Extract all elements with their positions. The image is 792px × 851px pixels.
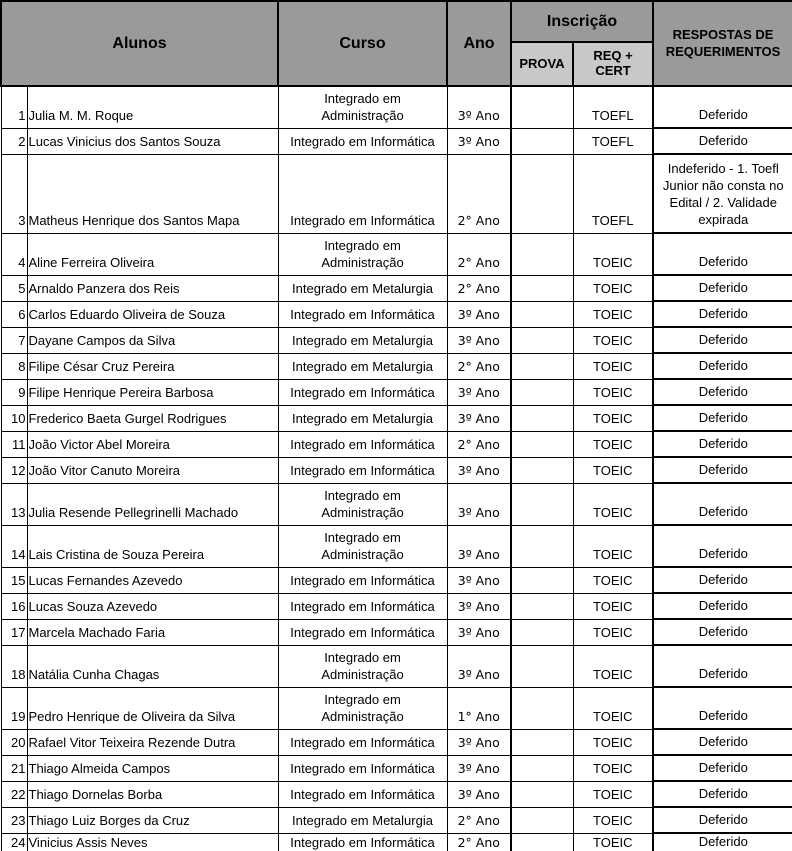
- student-name-cell: Marcela Machado Faria: [27, 619, 278, 645]
- table-row: [1, 233, 792, 275]
- table-row: [1, 645, 792, 687]
- table-row: [1, 525, 792, 567]
- year-cell: 3º Ano: [447, 619, 511, 645]
- req-cert-cell: TOEFL: [573, 154, 653, 233]
- row-number-cell: 10: [1, 405, 27, 431]
- req-cert-cell: TOEIC: [573, 729, 653, 755]
- course-cell: Integrado em Metalurgia: [278, 327, 447, 353]
- table-row: [1, 128, 792, 154]
- row-number-cell: 7: [1, 327, 27, 353]
- table-body: [1, 86, 792, 851]
- course-cell: Integrado em Informática: [278, 301, 447, 327]
- student-name-cell: Thiago Dornelas Borba: [27, 781, 278, 807]
- row-number-cell: 22: [1, 781, 27, 807]
- table-row: [1, 275, 792, 301]
- row-number-cell: 9: [1, 379, 27, 405]
- year-cell: 2° Ano: [447, 233, 511, 275]
- prova-cell: [511, 457, 573, 483]
- req-cert-cell: TOEIC: [573, 353, 653, 379]
- prova-cell: [511, 128, 573, 154]
- req-cert-cell: TOEIC: [573, 301, 653, 327]
- course-cell: Integrado em Metalurgia: [278, 275, 447, 301]
- course-cell: Integrado em Informática: [278, 154, 447, 233]
- table-row: [1, 301, 792, 327]
- student-name-cell: João Vitor Canuto Moreira: [27, 457, 278, 483]
- response-cell: Deferido: [653, 833, 792, 851]
- student-name-cell: Carlos Eduardo Oliveira de Souza: [27, 301, 278, 327]
- prova-cell: [511, 567, 573, 593]
- req-cert-cell: TOEFL: [573, 128, 653, 154]
- course-cell: Integrado em Informática: [278, 833, 447, 851]
- req-cert-cell: TOEIC: [573, 781, 653, 807]
- req-cert-cell: TOEIC: [573, 833, 653, 851]
- year-cell: 3º Ano: [447, 781, 511, 807]
- course-cell: Integrado em Administração: [278, 525, 447, 567]
- prova-cell: [511, 301, 573, 327]
- response-cell: Deferido: [653, 327, 792, 353]
- prova-cell: [511, 729, 573, 755]
- course-cell: Integrado em Informática: [278, 755, 447, 781]
- year-cell: 3º Ano: [447, 128, 511, 154]
- year-cell: 3º Ano: [447, 301, 511, 327]
- response-cell: Deferido: [653, 128, 792, 154]
- table-row: [1, 781, 792, 807]
- table-row: [1, 729, 792, 755]
- table-row: [1, 483, 792, 525]
- response-cell: Deferido: [653, 781, 792, 807]
- student-name-cell: Lucas Vinicius dos Santos Souza: [27, 128, 278, 154]
- row-number-cell: 16: [1, 593, 27, 619]
- header-alunos: Alunos: [1, 1, 278, 86]
- student-name-cell: Natália Cunha Chagas: [27, 645, 278, 687]
- req-cert-cell: TOEIC: [573, 619, 653, 645]
- prova-cell: [511, 755, 573, 781]
- row-number-cell: 20: [1, 729, 27, 755]
- prova-cell: [511, 353, 573, 379]
- prova-cell: [511, 379, 573, 405]
- table-row: [1, 405, 792, 431]
- course-cell: Integrado em Metalurgia: [278, 807, 447, 833]
- prova-cell: [511, 833, 573, 851]
- student-name-cell: Julia Resende Pellegrinelli Machado: [27, 483, 278, 525]
- year-cell: 2° Ano: [447, 275, 511, 301]
- student-name-cell: Rafael Vitor Teixeira Rezende Dutra: [27, 729, 278, 755]
- row-number-cell: 6: [1, 301, 27, 327]
- header-prova: PROVA: [511, 42, 573, 86]
- req-cert-cell: TOEIC: [573, 275, 653, 301]
- prova-cell: [511, 233, 573, 275]
- year-cell: 3º Ano: [447, 379, 511, 405]
- course-cell: Integrado em Metalurgia: [278, 405, 447, 431]
- table-row: [1, 755, 792, 781]
- row-number-cell: 1: [1, 86, 27, 128]
- year-cell: 3º Ano: [447, 729, 511, 755]
- table-row: [1, 353, 792, 379]
- row-number-cell: 24: [1, 833, 27, 851]
- row-number-cell: 15: [1, 567, 27, 593]
- header-req-cert: REQ + CERT: [573, 42, 653, 86]
- row-number-cell: 5: [1, 275, 27, 301]
- response-cell: Deferido: [653, 619, 792, 645]
- response-cell: Deferido: [653, 687, 792, 729]
- response-cell: Deferido: [653, 431, 792, 457]
- prova-cell: [511, 593, 573, 619]
- req-cert-cell: TOEIC: [573, 645, 653, 687]
- year-cell: 2° Ano: [447, 431, 511, 457]
- row-number-cell: 18: [1, 645, 27, 687]
- response-cell: Indeferido - 1. Toefl Junior não consta no Edital / 2. Validade expirada: [653, 154, 792, 233]
- response-cell: Deferido: [653, 729, 792, 755]
- response-cell: Deferido: [653, 755, 792, 781]
- prova-cell: [511, 275, 573, 301]
- header-ano: Ano: [447, 1, 511, 86]
- row-number-cell: 3: [1, 154, 27, 233]
- prova-cell: [511, 619, 573, 645]
- prova-cell: [511, 327, 573, 353]
- req-cert-cell: TOEIC: [573, 807, 653, 833]
- response-cell: Deferido: [653, 405, 792, 431]
- course-cell: Integrado em Administração: [278, 687, 447, 729]
- student-name-cell: Thiago Almeida Campos: [27, 755, 278, 781]
- prova-cell: [511, 483, 573, 525]
- req-cert-cell: TOEIC: [573, 457, 653, 483]
- student-name-cell: Arnaldo Panzera dos Reis: [27, 275, 278, 301]
- row-number-cell: 12: [1, 457, 27, 483]
- table-row: [1, 619, 792, 645]
- table-row: [1, 154, 792, 233]
- year-cell: 3º Ano: [447, 405, 511, 431]
- student-name-cell: Thiago Luiz Borges da Cruz: [27, 807, 278, 833]
- response-cell: Deferido: [653, 86, 792, 128]
- year-cell: 3º Ano: [447, 645, 511, 687]
- response-cell: Deferido: [653, 275, 792, 301]
- row-number-cell: 4: [1, 233, 27, 275]
- table-header: [1, 1, 792, 86]
- req-cert-cell: TOEIC: [573, 379, 653, 405]
- student-name-cell: Filipe César Cruz Pereira: [27, 353, 278, 379]
- student-name-cell: Vinicius Assis Neves: [27, 833, 278, 851]
- response-cell: Deferido: [653, 301, 792, 327]
- course-cell: Integrado em Informática: [278, 781, 447, 807]
- table-row: [1, 327, 792, 353]
- course-cell: Integrado em Informática: [278, 128, 447, 154]
- response-cell: Deferido: [653, 525, 792, 567]
- student-name-cell: Dayane Campos da Silva: [27, 327, 278, 353]
- year-cell: 2° Ano: [447, 833, 511, 851]
- student-name-cell: Aline Ferreira Oliveira: [27, 233, 278, 275]
- table-row: [1, 567, 792, 593]
- header-curso: Curso: [278, 1, 447, 86]
- response-cell: Deferido: [653, 483, 792, 525]
- year-cell: 3º Ano: [447, 525, 511, 567]
- response-cell: Deferido: [653, 807, 792, 833]
- row-number-cell: 2: [1, 128, 27, 154]
- course-cell: Integrado em Administração: [278, 483, 447, 525]
- year-cell: 3º Ano: [447, 593, 511, 619]
- prova-cell: [511, 525, 573, 567]
- req-cert-cell: TOEIC: [573, 567, 653, 593]
- row-number-cell: 14: [1, 525, 27, 567]
- student-name-cell: Frederico Baeta Gurgel Rodrigues: [27, 405, 278, 431]
- req-cert-cell: TOEIC: [573, 687, 653, 729]
- table-row: [1, 833, 792, 851]
- row-number-cell: 17: [1, 619, 27, 645]
- table-row: [1, 593, 792, 619]
- course-cell: Integrado em Administração: [278, 233, 447, 275]
- response-cell: Deferido: [653, 593, 792, 619]
- prova-cell: [511, 687, 573, 729]
- response-cell: Deferido: [653, 353, 792, 379]
- year-cell: 1° Ano: [447, 687, 511, 729]
- row-number-cell: 11: [1, 431, 27, 457]
- student-name-cell: Matheus Henrique dos Santos Mapa: [27, 154, 278, 233]
- row-number-cell: 8: [1, 353, 27, 379]
- course-cell: Integrado em Informática: [278, 619, 447, 645]
- table-row: [1, 431, 792, 457]
- req-cert-cell: TOEIC: [573, 755, 653, 781]
- student-name-cell: João Victor Abel Moreira: [27, 431, 278, 457]
- prova-cell: [511, 645, 573, 687]
- year-cell: 3º Ano: [447, 457, 511, 483]
- response-cell: Deferido: [653, 645, 792, 687]
- year-cell: 2° Ano: [447, 353, 511, 379]
- table-row: [1, 86, 792, 128]
- response-cell: Deferido: [653, 567, 792, 593]
- prova-cell: [511, 154, 573, 233]
- course-cell: Integrado em Informática: [278, 379, 447, 405]
- student-name-cell: Filipe Henrique Pereira Barbosa: [27, 379, 278, 405]
- year-cell: 2° Ano: [447, 807, 511, 833]
- req-cert-cell: TOEIC: [573, 593, 653, 619]
- course-cell: Integrado em Administração: [278, 645, 447, 687]
- year-cell: 3º Ano: [447, 327, 511, 353]
- prova-cell: [511, 431, 573, 457]
- course-cell: Integrado em Informática: [278, 457, 447, 483]
- header-respostas: RESPOSTAS DE REQUERIMENTOS: [653, 1, 792, 86]
- prova-cell: [511, 807, 573, 833]
- response-cell: Deferido: [653, 457, 792, 483]
- row-number-cell: 19: [1, 687, 27, 729]
- req-cert-cell: TOEIC: [573, 233, 653, 275]
- student-name-cell: Lais Cristina de Souza Pereira: [27, 525, 278, 567]
- response-cell: Deferido: [653, 233, 792, 275]
- req-cert-cell: TOEIC: [573, 483, 653, 525]
- course-cell: Integrado em Administração: [278, 86, 447, 128]
- prova-cell: [511, 86, 573, 128]
- prova-cell: [511, 781, 573, 807]
- table-row: [1, 457, 792, 483]
- student-name-cell: Lucas Fernandes Azevedo: [27, 567, 278, 593]
- table-row: [1, 379, 792, 405]
- row-number-cell: 13: [1, 483, 27, 525]
- table-row: [1, 687, 792, 729]
- year-cell: 3º Ano: [447, 483, 511, 525]
- response-cell: Deferido: [653, 379, 792, 405]
- year-cell: 3º Ano: [447, 86, 511, 128]
- row-number-cell: 21: [1, 755, 27, 781]
- req-cert-cell: TOEIC: [573, 405, 653, 431]
- req-cert-cell: TOEIC: [573, 431, 653, 457]
- req-cert-cell: TOEFL: [573, 86, 653, 128]
- header-inscricao: Inscrição: [511, 1, 653, 42]
- course-cell: Integrado em Informática: [278, 593, 447, 619]
- row-number-cell: 23: [1, 807, 27, 833]
- course-cell: Integrado em Informática: [278, 431, 447, 457]
- req-cert-cell: TOEIC: [573, 525, 653, 567]
- prova-cell: [511, 405, 573, 431]
- year-cell: 2° Ano: [447, 154, 511, 233]
- student-name-cell: Julia M. M. Roque: [27, 86, 278, 128]
- year-cell: 3º Ano: [447, 567, 511, 593]
- course-cell: Integrado em Metalurgia: [278, 353, 447, 379]
- course-cell: Integrado em Informática: [278, 567, 447, 593]
- year-cell: 3º Ano: [447, 755, 511, 781]
- req-cert-cell: TOEIC: [573, 327, 653, 353]
- course-cell: Integrado em Informática: [278, 729, 447, 755]
- student-name-cell: Lucas Souza Azevedo: [27, 593, 278, 619]
- student-name-cell: Pedro Henrique de Oliveira da Silva: [27, 687, 278, 729]
- table-row: [1, 807, 792, 833]
